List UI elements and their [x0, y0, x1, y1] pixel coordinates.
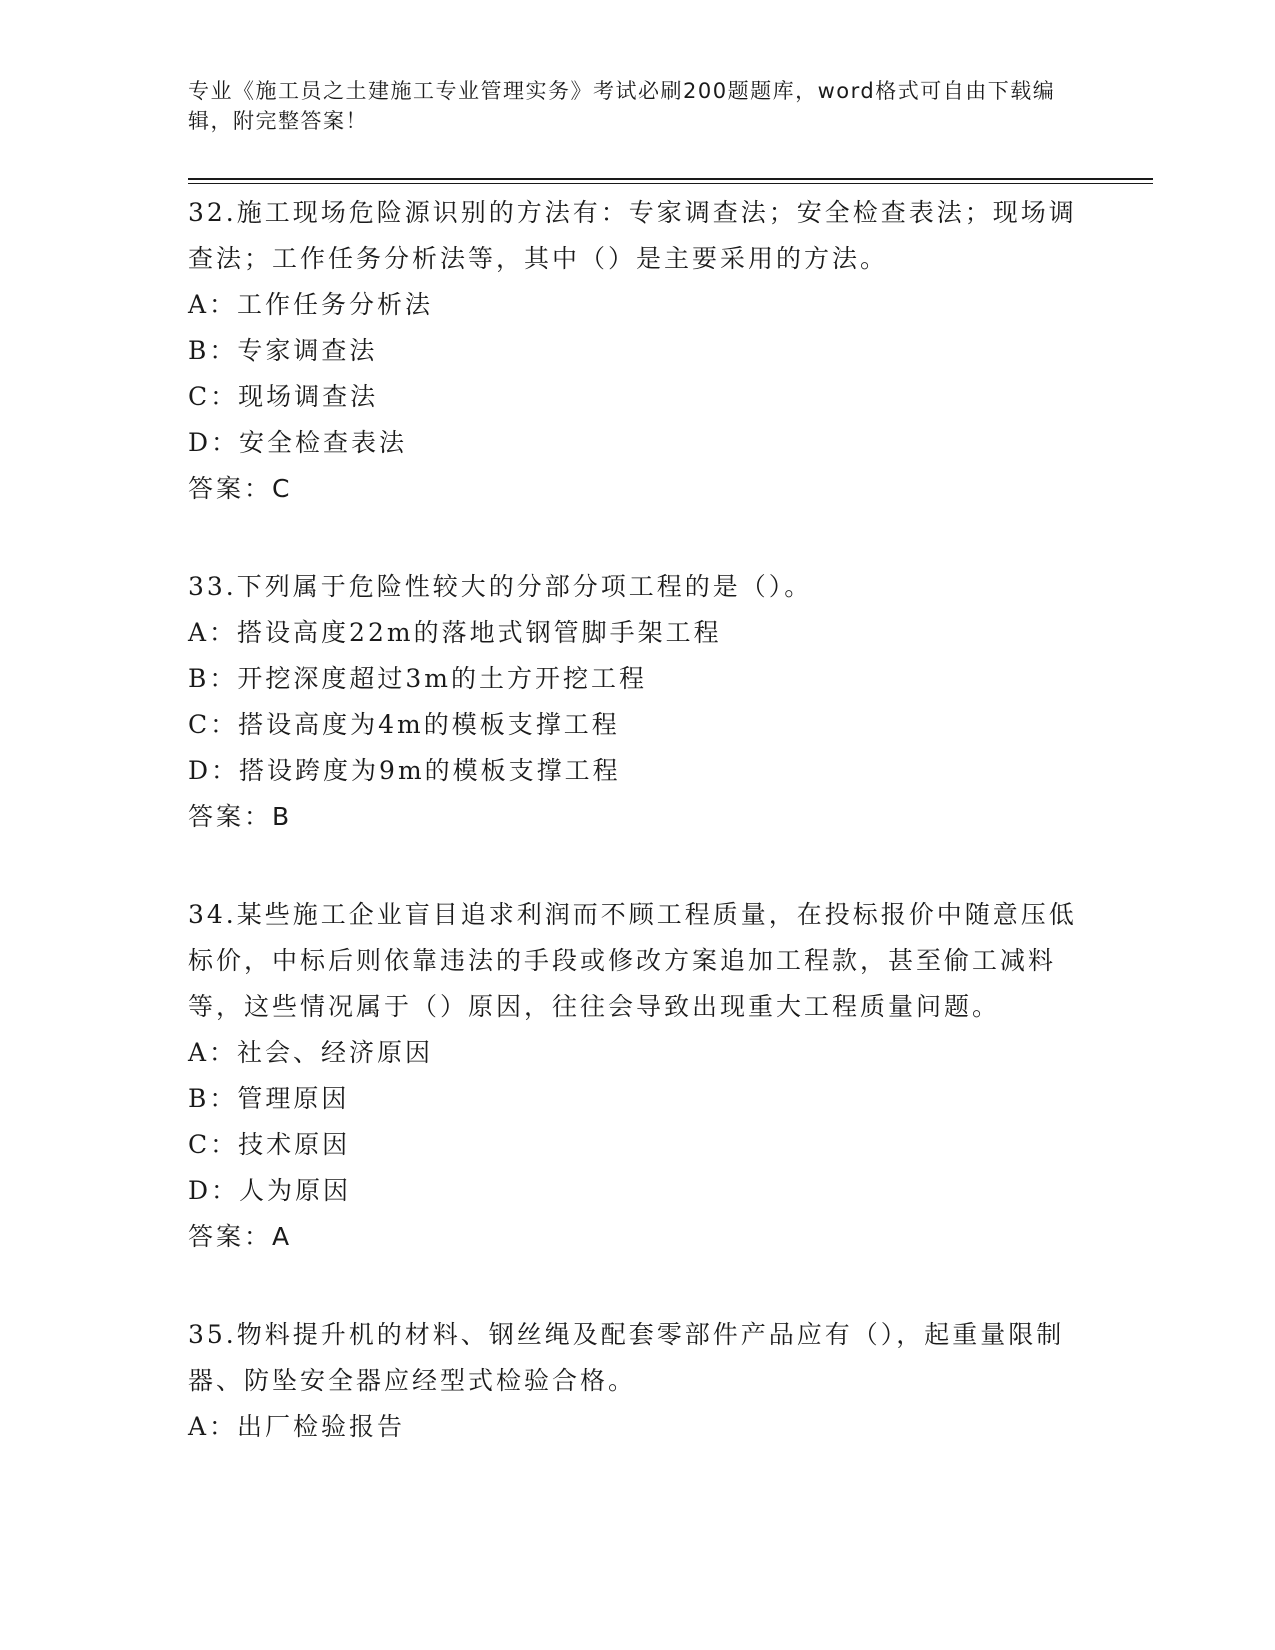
option-b: B：开挖深度超过3m的土方开挖工程 [188, 664, 647, 693]
answer: 答案：B [188, 802, 293, 831]
option-d: D：搭设跨度为9m的模板支撑工程 [188, 756, 621, 785]
document-header: 专业《施工员之土建施工专业管理实务》考试必刷200题题库，word格式可自由下载编辑，附完整答案！ [188, 79, 1056, 133]
answer: 答案：C [188, 474, 293, 503]
question-list [188, 190, 1088, 1450]
option-d: D：人为原因 [188, 1176, 352, 1205]
option-a: A：工作任务分析法 [188, 290, 434, 319]
option-d: D：安全检查表法 [188, 428, 408, 457]
question-33 [188, 564, 1088, 840]
option-a: A：社会、经济原因 [188, 1038, 434, 1067]
option-a: A：搭设高度22m的落地式钢管脚手架工程 [188, 618, 722, 647]
option-c: C：搭设高度为4m的模板支撑工程 [188, 710, 620, 739]
question-stem: 33.下列属于危险性较大的分部分项工程的是（）。 [188, 572, 813, 601]
question-stem: 34.某些施工企业盲目追求利润而不顾工程质量，在投标报价中随意压低标价，中标后则依靠违法的手段或修改方案追加工程款，甚至偷工减料等，这些情况属于（）原因，往往会导致出现重大工程质量问题。 [188, 900, 1077, 1021]
option-c: C：现场调查法 [188, 382, 379, 411]
question-stem: 32.施工现场危险源识别的方法有：专家调查法；安全检查表法；现场调查法；工作任务分析法等，其中（）是主要采用的方法。 [188, 198, 1077, 273]
option-b: B：管理原因 [188, 1084, 350, 1113]
question-35 [188, 1312, 1088, 1450]
answer: 答案：A [188, 1222, 293, 1251]
question-stem: 35.物料提升机的材料、钢丝绳及配套零部件产品应有（），起重量限制器、防坠安全器应经型式检验合格。 [188, 1320, 1065, 1395]
option-a: A：出厂检验报告 [188, 1412, 406, 1441]
option-b: B：专家调查法 [188, 336, 378, 365]
header-divider-thick [188, 178, 1153, 180]
option-c: C：技术原因 [188, 1130, 351, 1159]
question-34 [188, 892, 1088, 1260]
header-divider-thin [188, 183, 1153, 184]
question-32 [188, 190, 1088, 512]
